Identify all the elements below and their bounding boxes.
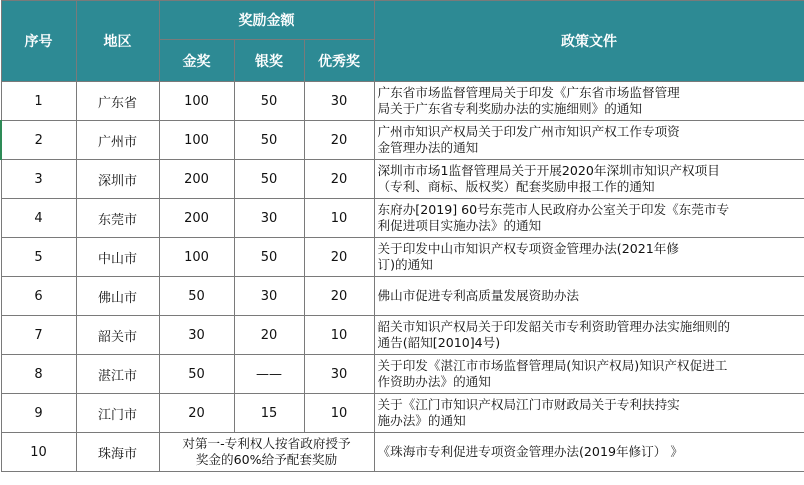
cell-gold: 100 bbox=[159, 121, 234, 160]
cell-excellence: 10 bbox=[304, 394, 374, 433]
header-policy: 政策文件 bbox=[374, 1, 804, 82]
table-row bbox=[1, 121, 804, 160]
cell-gold: 30 bbox=[159, 316, 234, 355]
cell-policy bbox=[374, 355, 804, 394]
cell-excellence: 20 bbox=[304, 238, 374, 277]
policy-line: 广州市知识产权局关于印发广州市知识产权工作专项资 bbox=[377, 124, 680, 139]
cell-index: 1 bbox=[1, 82, 76, 121]
cell-index: 6 bbox=[1, 277, 76, 316]
policy-line: 佛山市促进专利高质量发展资助办法 bbox=[377, 288, 579, 303]
table-row bbox=[1, 82, 804, 121]
cell-silver: 50 bbox=[234, 121, 304, 160]
cell-silver: 20 bbox=[234, 316, 304, 355]
cell-index: 10 bbox=[1, 433, 76, 472]
cell-silver: 50 bbox=[234, 238, 304, 277]
header-row-1 bbox=[1, 1, 804, 40]
policy-line: 关于印发中山市知识产权专项资金管理办法(2021年修 bbox=[377, 241, 679, 256]
cell-policy bbox=[374, 160, 804, 199]
table-row bbox=[1, 316, 804, 355]
cell-index: 3 bbox=[1, 160, 76, 199]
note-line: 奖金的60%给予配套奖励 bbox=[195, 452, 338, 467]
header-gold: 金奖 bbox=[159, 40, 234, 82]
cell-index: 8 bbox=[1, 355, 76, 394]
header-index: 序号 bbox=[1, 1, 76, 82]
cell-region: 东莞市 bbox=[76, 199, 159, 238]
cell-region: 广东省 bbox=[76, 82, 159, 121]
cell-region: 韶关市 bbox=[76, 316, 159, 355]
cell-excellence: 20 bbox=[304, 277, 374, 316]
cell-gold: 100 bbox=[159, 82, 234, 121]
cell-region: 江门市 bbox=[76, 394, 159, 433]
cell-policy: 《珠海市专利促进专项资金管理办法(2019年修订） 》 bbox=[374, 433, 804, 472]
policy-line: 局关于广东省专利奖励办法的实施细则》的通知 bbox=[377, 101, 642, 116]
policy-line: （专利、商标、版权奖）配套奖励申报工作的通知 bbox=[377, 179, 655, 194]
cell-gold: 200 bbox=[159, 199, 234, 238]
cell-silver: 30 bbox=[234, 199, 304, 238]
cell-excellence: 10 bbox=[304, 316, 374, 355]
cell-region: 湛江市 bbox=[76, 355, 159, 394]
cell-gold: 100 bbox=[159, 238, 234, 277]
table-row bbox=[1, 199, 804, 238]
cell-region: 广州市 bbox=[76, 121, 159, 160]
cell-excellence: 10 bbox=[304, 199, 374, 238]
policy-line: 韶关市知识产权局关于印发韶关市专利资助管理办法实施细则的 bbox=[377, 319, 731, 334]
cell-policy bbox=[374, 277, 804, 316]
cell-index: 9 bbox=[1, 394, 76, 433]
cell-region: 珠海市 bbox=[76, 433, 159, 472]
cell-excellence: 20 bbox=[304, 121, 374, 160]
policy-line: 利促进项目实施办法》的通知 bbox=[377, 218, 542, 233]
cell-policy bbox=[374, 316, 804, 355]
table-row bbox=[1, 160, 804, 199]
policy-line: 东府办[2019] 60号东莞市人民政府办公室关于印发《东莞市专 bbox=[377, 202, 730, 217]
policy-line: 广东省市场监督管理局关于印发《广东省市场监督管理 bbox=[377, 85, 680, 100]
table-row bbox=[1, 238, 804, 277]
header-excellence: 优秀奖 bbox=[304, 40, 374, 82]
cell-excellence: 30 bbox=[304, 82, 374, 121]
cell-region: 中山市 bbox=[76, 238, 159, 277]
header-region: 地区 bbox=[76, 1, 159, 82]
header-award-amount: 奖励金额 bbox=[159, 1, 374, 40]
policy-line: 订)的通知 bbox=[377, 257, 433, 272]
policy-line: 关于印发《湛江市市场监督管理局(知识产权局)知识产权促进工 bbox=[377, 358, 728, 373]
policy-line: 深圳市市场1监督管理局关于开展2020年深圳市知识产权项目 bbox=[377, 163, 720, 178]
note-line: 对第一-专利权人按省政府授予 bbox=[182, 436, 351, 451]
cell-silver: 50 bbox=[234, 160, 304, 199]
cell-policy bbox=[374, 82, 804, 121]
cell-gold: 20 bbox=[159, 394, 234, 433]
cell-index: 4 bbox=[1, 199, 76, 238]
cell-silver: —— bbox=[234, 355, 304, 394]
cell-policy bbox=[374, 238, 804, 277]
policy-line: 通告(韶知[2010]4号) bbox=[377, 335, 501, 350]
cell-index: 2 bbox=[1, 121, 76, 160]
header-silver: 银奖 bbox=[234, 40, 304, 82]
table-row-last bbox=[1, 433, 804, 472]
cell-policy bbox=[374, 199, 804, 238]
table-row bbox=[1, 394, 804, 433]
policy-line: 作资助办法》的通知 bbox=[377, 374, 491, 389]
table-body bbox=[1, 82, 804, 472]
cell-gold: 50 bbox=[159, 355, 234, 394]
cell-index: 5 bbox=[1, 238, 76, 277]
table-row bbox=[1, 277, 804, 316]
policy-line: 金管理办法的通知 bbox=[377, 140, 479, 155]
cell-award-note bbox=[159, 433, 374, 472]
policy-line: 施办法》的通知 bbox=[377, 413, 466, 428]
cell-region: 深圳市 bbox=[76, 160, 159, 199]
cell-policy bbox=[374, 394, 804, 433]
cell-excellence: 30 bbox=[304, 355, 374, 394]
table-row bbox=[1, 355, 804, 394]
cell-silver: 15 bbox=[234, 394, 304, 433]
cell-excellence: 20 bbox=[304, 160, 374, 199]
cell-silver: 50 bbox=[234, 82, 304, 121]
cell-silver: 30 bbox=[234, 277, 304, 316]
cell-gold: 200 bbox=[159, 160, 234, 199]
cell-region: 佛山市 bbox=[76, 277, 159, 316]
policy-line: 关于《江门市知识产权局江门市财政局关于专利扶持实 bbox=[377, 397, 680, 412]
cell-index: 7 bbox=[1, 316, 76, 355]
cell-policy bbox=[374, 121, 804, 160]
cell-gold: 50 bbox=[159, 277, 234, 316]
